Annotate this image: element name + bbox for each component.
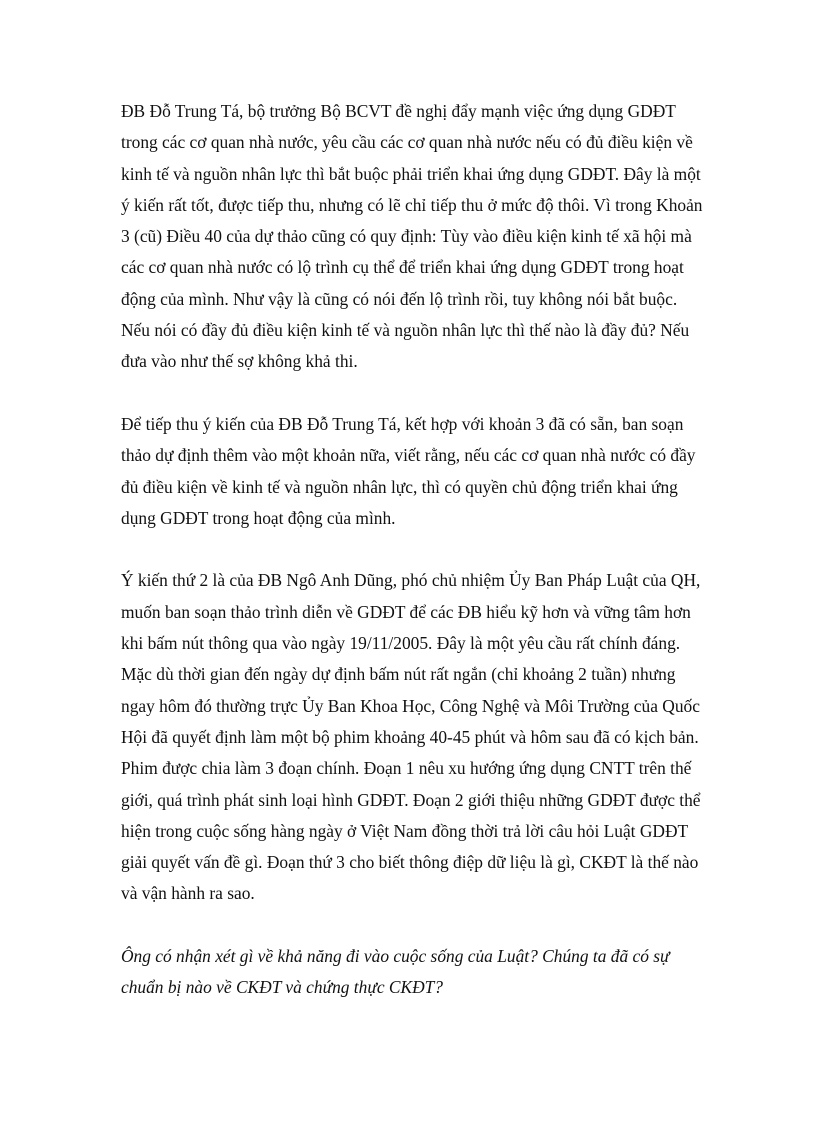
paragraph-1: ĐB Đỗ Trung Tá, bộ trưởng Bộ BCVT đề nghị đẩy mạnh việc ứng dụng GDĐT trong các cơ quan nhà nước, yêu cầu các cơ quan nhà nước nếu có đủ điều kiện về kinh tế và nguồn nhân lực thì bắt buộc phải triển khai ứng dụng GDĐT. Đây là một ý kiến rất tốt, được tiếp thu, nhưng có lẽ chỉ tiếp thu ở mức độ thôi. Vì trong Khoản 3 (cũ) Điều 40 của dự thảo cũng có quy định: Tùy vào điều kiện kinh tế xã hội mà các cơ quan nhà nước có lộ trình cụ thể để triển khai ứng dụng GDĐT trong hoạt động của mình. Như vậy là cũng có nói đến lộ trình rồi, tuy không nói bắt buộc. Nếu nói có đầy đủ điều kiện kinh tế và nguồn nhân lực thì thế nào là đầy đủ? Nếu đưa vào như thế sợ không khả thi. bbox=[121, 101, 703, 372]
paragraph-3: Ý kiến thứ 2 là của ĐB Ngô Anh Dũng, phó chủ nhiệm Ủy Ban Pháp Luật của QH, muốn ban soạn thảo trình diễn về GDĐT để các ĐB hiểu kỹ hơn và vững tâm hơn khi bấm nút thông qua vào ngày 19/11/2005. Đây là một yêu cầu rất chính đáng. Mặc dù thời gian đến ngày dự định bấm nút rất ngắn (chỉ khoảng 2 tuần) nhưng ngay hôm đó thường trực Ủy Ban Khoa Học, Công Nghệ và Môi Trường của Quốc Hội đã quyết định làm một bộ phim khoảng 40-45 phút và hôm sau đã có kịch bản. Phim được chia làm 3 đoạn chính. Đoạn 1 nêu xu hướng ứng dụng CNTT trên thế giới, quá trình phát sinh loại hình GDĐT. Đoạn 2 giới thiệu những GDĐT được thể hiện trong cuộc sống hàng ngày ở Việt Nam đồng thời trả lời câu hỏi Luật GDĐT giải quyết vấn đề gì. Đoạn thứ 3 cho biết thông điệp dữ liệu là gì, CKĐT là thế nào và vận hành ra sao. bbox=[121, 570, 701, 904]
paragraph-2: Để tiếp thu ý kiến của ĐB Đỗ Trung Tá, kết hợp với khoản 3 đã có sẵn, ban soạn thảo dự định thêm vào một khoản nữa, viết rằng, nếu các cơ quan nhà nước có đầy đủ điều kiện về kinh tế và nguồn nhân lực, thì có quyền chủ động triển khai ứng dụng GDĐT trong hoạt động của mình. bbox=[121, 413, 696, 528]
interview-question: Ông có nhận xét gì về khả năng đi vào cuộc sống của Luật? Chúng ta đã có sự chuẩn bị nào về CKĐT và chứng thực CKĐT? bbox=[121, 946, 670, 998]
document-body bbox=[121, 96, 706, 1035]
